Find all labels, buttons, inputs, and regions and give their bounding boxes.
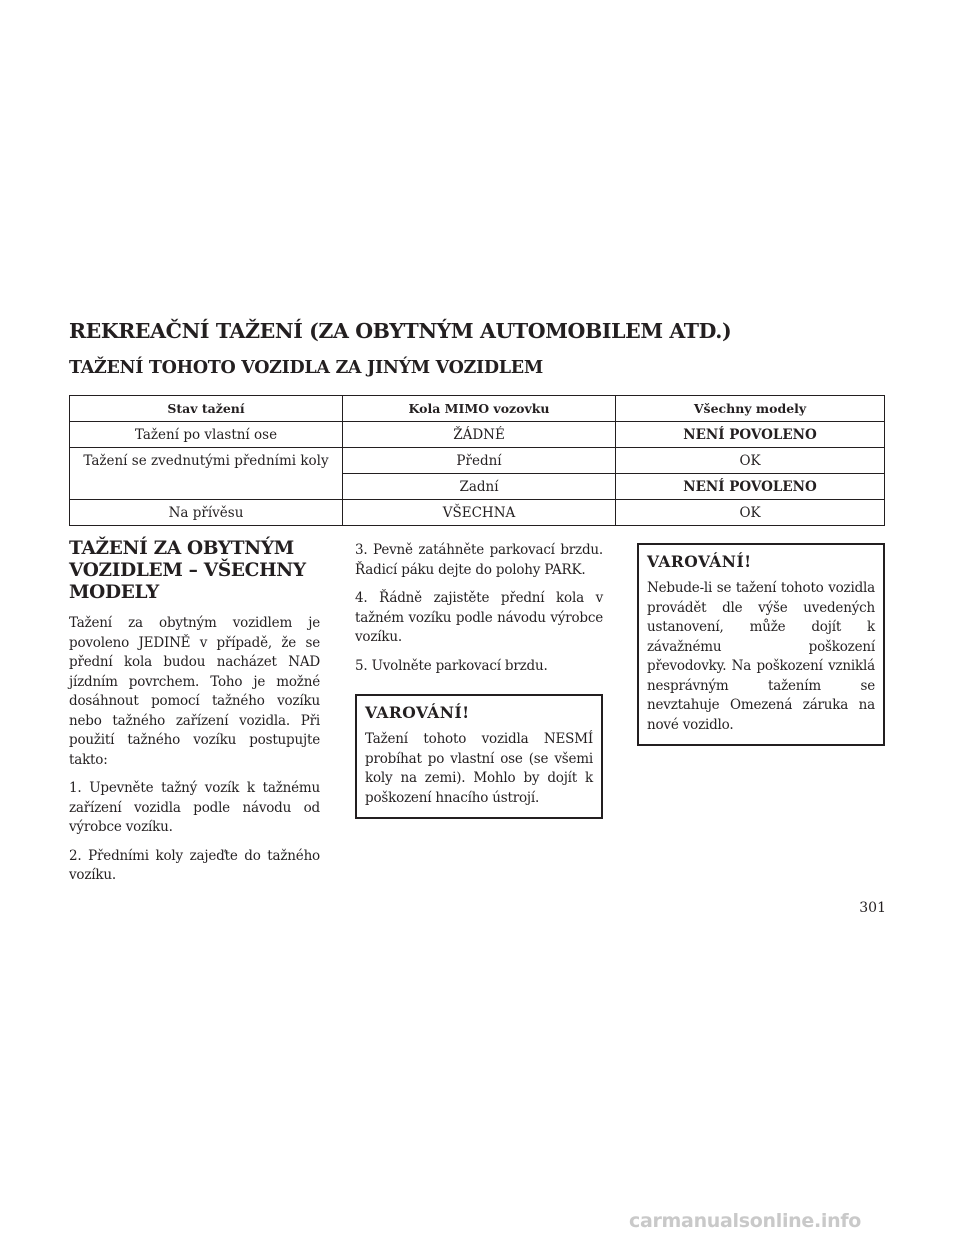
page-number: 301 — [859, 900, 886, 916]
header-wheels-off-ground: Kola MIMO vozovku — [343, 396, 616, 422]
warning-title: VAROVÁNÍ! — [365, 703, 470, 722]
step-4: 4. Řádně zajistěte přední kola v tažném vozíku podle návodu výrobce vozíku. — [355, 590, 603, 645]
warning-box-transmission — [637, 543, 885, 746]
intro-paragraph: Tažení za obytným vozidlem je povoleno JEDINĚ v případě, že se přední kola budou nacházet NAD jízdním povrchem. Toho je možné dosáhnout pomocí tažného vozíku nebo tažného zařízení vozidla. Při použití tažného vozíku postupujte takto: — [69, 615, 320, 768]
table-cell — [70, 474, 343, 500]
table-cell: ŽÁDNÉ — [343, 422, 616, 448]
right-column — [637, 543, 885, 746]
left-column — [69, 538, 320, 895]
table-row — [70, 500, 885, 526]
middle-column — [355, 541, 603, 819]
table-row — [70, 448, 885, 474]
table-cell: Na přívěsu — [70, 500, 343, 526]
towing-table — [69, 395, 885, 526]
table-cell: Tažení se zvednutými předními koly — [70, 448, 343, 474]
subsection-title: TAŽENÍ ZA OBYTNÝM VOZIDLEM – VŠECHNY MODELY — [69, 538, 306, 603]
section-title: TAŽENÍ TOHOTO VOZIDLA ZA JINÝM VOZIDLEM — [69, 358, 543, 378]
table-cell: NENÍ POVOLENO — [616, 422, 885, 448]
table-cell: Zadní — [343, 474, 616, 500]
warning-text: Tažení tohoto vozidla NESMÍ probíhat po vlastní ose (se všemi koly na zemi). Mohlo by dojít k poškození hnacího ústrojí. — [365, 731, 593, 806]
warning-title: VAROVÁNÍ! — [647, 552, 752, 571]
header-tow-condition: Stav tažení — [70, 396, 343, 422]
table-cell: OK — [616, 448, 885, 474]
table-cell: NENÍ POVOLENO — [616, 474, 885, 500]
step-5: 5. Uvolněte parkovací brzdu. — [355, 657, 548, 674]
warning-text: Nebude-li se tažení tohoto vozidla provádět dle výše uvedených ustanovení, může dojít k závažnému poškození převodovky. Na poškození vzniklá nesprávným tažením se nevztahuje Omezená záruka na nové vozidlo. — [647, 580, 875, 733]
table-cell: Tažení po vlastní ose — [70, 422, 343, 448]
header-all-models: Všechny modely — [616, 396, 885, 422]
page-title: REKREAČNÍ TAŽENÍ (ZA OBYTNÝM AUTOMOBILEM ATD.) — [69, 319, 732, 343]
table-row — [70, 422, 885, 448]
step-1: 1. Upevněte tažný vozík k tažnému zařízení vozidla podle návodu od výrobce vozíku. — [69, 780, 320, 835]
table-cell: OK — [616, 500, 885, 526]
watermark: carmanualsonline.info — [629, 1210, 862, 1232]
table-row — [70, 474, 885, 500]
step-2: 2. Předními koly zajeďte do tažného vozíku. — [69, 847, 320, 883]
table-header-row — [70, 396, 885, 422]
table-cell: Přední — [343, 448, 616, 474]
step-3: 3. Pevně zatáhněte parkovací brzdu. Řadicí páku dejte do polohy PARK. — [355, 542, 603, 578]
table-cell: VŠECHNA — [343, 500, 616, 526]
warning-box-powertrain — [355, 694, 603, 819]
